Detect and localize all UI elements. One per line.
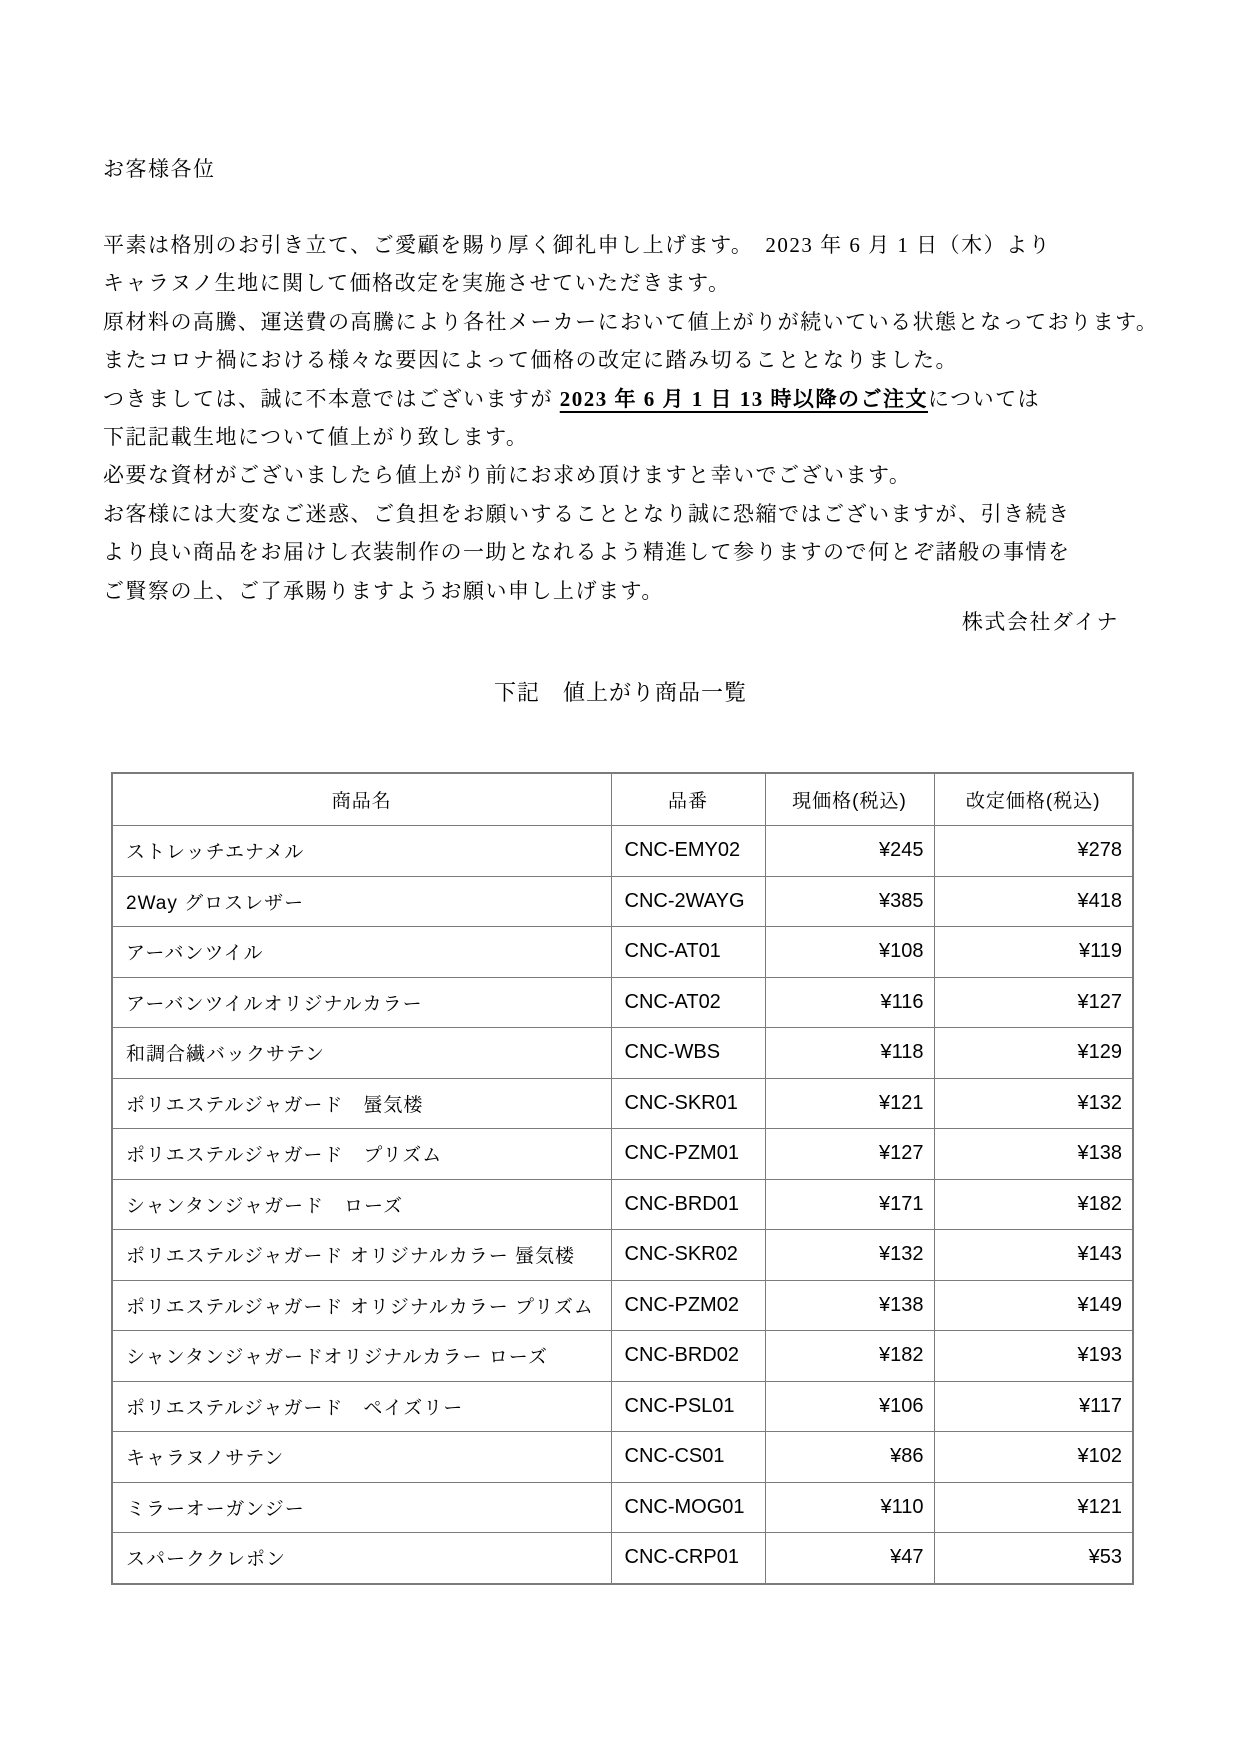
current-price-cell: ¥121 [765, 1078, 934, 1129]
table-row [112, 1280, 1133, 1331]
table-row [112, 1028, 1133, 1079]
item-code-cell: CNC-MOG01 [611, 1482, 765, 1533]
item-code-cell: CNC-CS01 [611, 1432, 765, 1483]
item-code-cell: CNC-SKR01 [611, 1078, 765, 1129]
current-price-cell: ¥108 [765, 927, 934, 978]
item-code-cell: CNC-PSL01 [611, 1381, 765, 1432]
item-code-cell: CNC-PZM02 [611, 1280, 765, 1331]
revised-price-cell: ¥121 [934, 1482, 1133, 1533]
table-row [112, 1230, 1133, 1281]
product-name-cell: ポリエステルジャガード オリジナルカラー 蜃気楼 [112, 1230, 611, 1281]
current-price-cell: ¥245 [765, 826, 934, 877]
revised-price-cell: ¥138 [934, 1129, 1133, 1180]
revised-price-cell: ¥53 [934, 1533, 1133, 1584]
current-price-cell: ¥47 [765, 1533, 934, 1584]
table-row [112, 1078, 1133, 1129]
revised-price-cell: ¥182 [934, 1179, 1133, 1230]
table-row [112, 1179, 1133, 1230]
deadline-emphasized-text: 2023 年 6 月 1 日 13 時以降のご注文 [559, 386, 928, 411]
letter-line: 平素は格別のお引き立て、ご愛顧を賜り厚く御礼申し上げます。 2023 年 6 月 1 日（木）より [103, 233, 1052, 257]
product-name-cell: シャンタンジャガード ローズ [112, 1179, 611, 1230]
product-name-cell: スパーククレポン [112, 1533, 611, 1584]
letter-line: お客様には大変なご迷惑、ご負担をお願いすることとなり誠に恐縮ではございますが、引き続き [103, 501, 1071, 526]
item-code-cell: CNC-AT01 [611, 927, 765, 978]
current-price-cell: ¥171 [765, 1179, 934, 1230]
current-price-cell: ¥86 [765, 1432, 934, 1483]
table-row [112, 1129, 1133, 1180]
product-name-cell: アーバンツイル [112, 927, 611, 978]
product-name-cell: ミラーオーガンジー [112, 1482, 611, 1533]
table-row [112, 1331, 1133, 1382]
column-header-item-code: 品番 [611, 773, 765, 826]
revised-price-cell: ¥143 [934, 1230, 1133, 1281]
deadline-pre-text: つきましては、誠に不本意ではございますが [103, 386, 560, 411]
letter-line: 必要な資材がございましたら値上がり前にお求め頂けますと幸いでございます。 [103, 463, 912, 488]
current-price-cell: ¥182 [765, 1331, 934, 1382]
item-code-cell: CNC-BRD02 [611, 1331, 765, 1382]
letter-salutation: お客様各位 [103, 157, 216, 181]
current-price-cell: ¥118 [765, 1028, 934, 1079]
deadline-post-text: については [928, 386, 1041, 411]
product-name-cell: シャンタンジャガードオリジナルカラー ローズ [112, 1331, 611, 1382]
price-table [111, 772, 1134, 1585]
product-name-cell: ストレッチエナメル [112, 826, 611, 877]
revised-price-cell: ¥193 [934, 1331, 1133, 1382]
product-name-cell: ポリエステルジャガード プリズム [112, 1129, 611, 1180]
item-code-cell: CNC-AT02 [611, 977, 765, 1028]
letter-line: キャラヌノ生地に関して価格改定を実施させていただきます。 [103, 271, 731, 296]
current-price-cell: ¥127 [765, 1129, 934, 1180]
price-list-title: 下記 値上がり商品一覧 [493, 680, 747, 705]
revised-price-cell: ¥102 [934, 1432, 1133, 1483]
table-row [112, 1482, 1133, 1533]
item-code-cell: CNC-PZM01 [611, 1129, 765, 1180]
revised-price-cell: ¥149 [934, 1280, 1133, 1331]
revised-price-cell: ¥278 [934, 826, 1133, 877]
column-header-revised-price: 改定価格(税込) [934, 773, 1133, 826]
column-header-product-name: 商品名 [112, 773, 611, 826]
table-row [112, 876, 1133, 927]
letter-line: 下記記載生地について値上がり致します。 [103, 424, 529, 449]
current-price-cell: ¥385 [765, 876, 934, 927]
revised-price-cell: ¥129 [934, 1028, 1133, 1079]
item-code-cell: CNC-SKR02 [611, 1230, 765, 1281]
item-code-cell: CNC-EMY02 [611, 826, 765, 877]
revised-price-cell: ¥132 [934, 1078, 1133, 1129]
table-header-row [112, 773, 1133, 826]
table-row [112, 1432, 1133, 1483]
column-header-current-price: 現価格(税込) [765, 773, 934, 826]
current-price-cell: ¥138 [765, 1280, 934, 1331]
table-row [112, 1533, 1133, 1584]
current-price-cell: ¥106 [765, 1381, 934, 1432]
price-table-body [112, 826, 1133, 1584]
current-price-cell: ¥110 [765, 1482, 934, 1533]
letter-line-deadline [103, 380, 1143, 418]
revised-price-cell: ¥117 [934, 1381, 1133, 1432]
table-row [112, 977, 1133, 1028]
revised-price-cell: ¥127 [934, 977, 1133, 1028]
table-row [112, 927, 1133, 978]
letter-body [103, 226, 1159, 610]
product-name-cell: ポリエステルジャガード ペイズリー [112, 1381, 611, 1432]
product-name-cell: アーバンツイルオリジナルカラー [112, 977, 611, 1028]
letter-line: 原材料の高騰、運送費の高騰により各社メーカーにおいて値上がりが続いている状態となっております。 [103, 309, 1159, 334]
current-price-cell: ¥132 [765, 1230, 934, 1281]
revised-price-cell: ¥119 [934, 927, 1133, 978]
product-name-cell: 和調合繊バックサテン [112, 1028, 611, 1079]
company-signature: 株式会社ダイナ [961, 610, 1119, 634]
item-code-cell: CNC-2WAYG [611, 876, 765, 927]
item-code-cell: CNC-BRD01 [611, 1179, 765, 1230]
product-name-cell: キャラヌノサテン [112, 1432, 611, 1483]
item-code-cell: CNC-WBS [611, 1028, 765, 1079]
product-name-cell: ポリエステルジャガード 蜃気楼 [112, 1078, 611, 1129]
table-row [112, 826, 1133, 877]
product-name-cell: ポリエステルジャガード オリジナルカラー プリズム [112, 1280, 611, 1331]
letter-line: より良い商品をお届けし衣装制作の一助となれるよう精進して参りますので何とぞ諸般の事情を [103, 540, 1071, 565]
letter-line: ご賢察の上、ご了承賜りますようお願い申し上げます。 [103, 578, 664, 603]
current-price-cell: ¥116 [765, 977, 934, 1028]
letter-line: またコロナ禍における様々な要因によって価格の改定に踏み切ることとなりました。 [103, 348, 958, 373]
product-name-cell: 2Way グロスレザー [112, 876, 611, 927]
revised-price-cell: ¥418 [934, 876, 1133, 927]
item-code-cell: CNC-CRP01 [611, 1533, 765, 1584]
table-row [112, 1381, 1133, 1432]
